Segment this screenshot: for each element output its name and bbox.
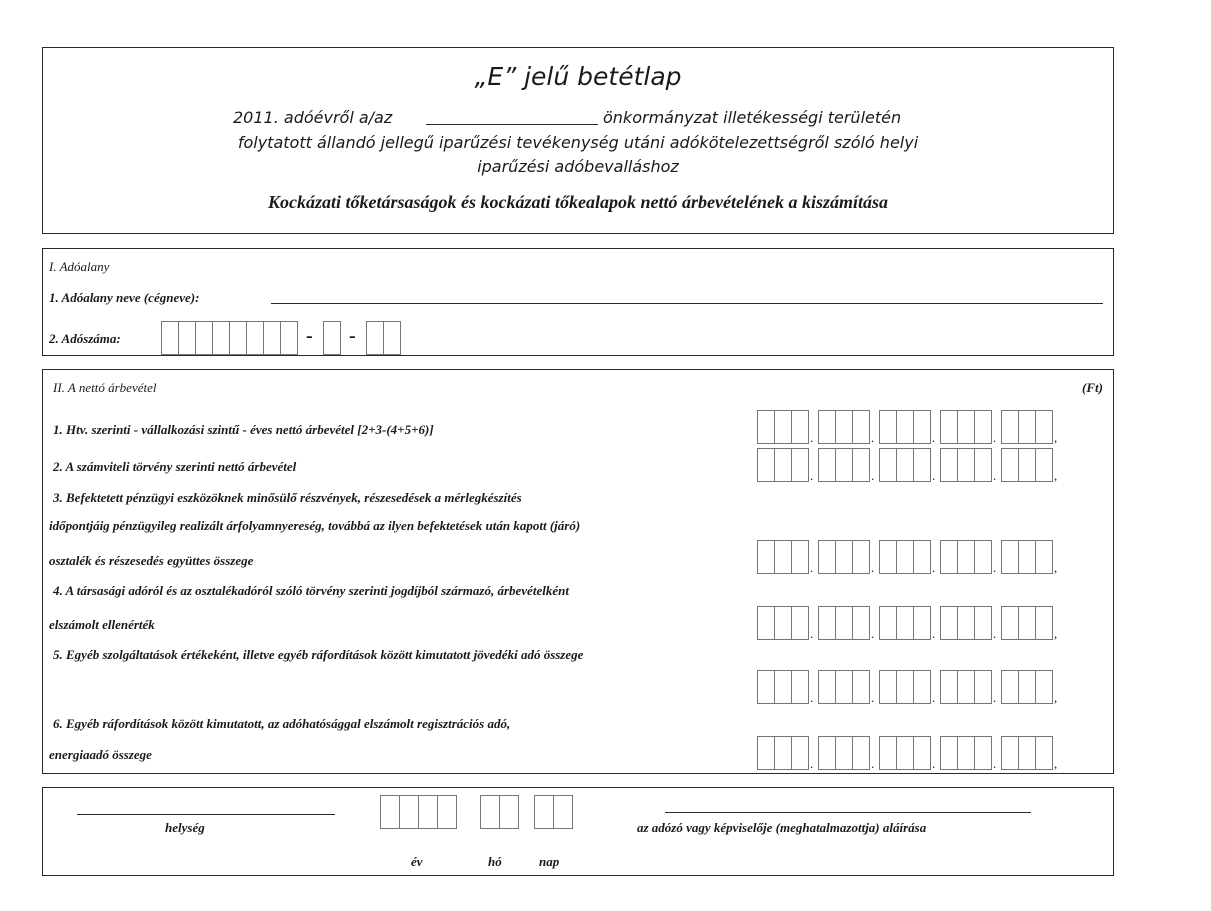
amount-digit-cell[interactable] xyxy=(757,736,775,770)
tax-dash: - xyxy=(306,325,313,347)
amount-digit-cell[interactable] xyxy=(1018,410,1036,444)
signature-box xyxy=(42,787,1114,876)
thousands-separator: . xyxy=(810,690,814,705)
decimal-separator: , xyxy=(1054,690,1058,705)
amount-digit-cell[interactable] xyxy=(913,736,931,770)
thousands-separator: . xyxy=(871,756,875,771)
thousands-separator: . xyxy=(932,560,936,575)
section1-heading: I. Adóalany xyxy=(49,259,110,274)
thousands-separator: . xyxy=(871,690,875,705)
year-digit-cell[interactable] xyxy=(437,795,457,829)
amount-digit-cell[interactable] xyxy=(774,670,792,704)
amount-digit-cell[interactable] xyxy=(818,736,836,770)
amount-digit-cell[interactable] xyxy=(1018,736,1036,770)
decimal-separator: , xyxy=(1054,756,1058,771)
amount-digit-cell[interactable] xyxy=(957,606,975,640)
amount-digit-cell[interactable] xyxy=(1035,410,1053,444)
month-field[interactable] xyxy=(480,795,518,829)
amount-digit-cell[interactable] xyxy=(974,670,992,704)
day-digit-cell[interactable] xyxy=(534,795,554,829)
month-label: hó xyxy=(488,854,502,869)
tax-dash: - xyxy=(349,325,356,347)
amount-digit-cell[interactable] xyxy=(791,540,809,574)
amount-digit-cell[interactable] xyxy=(940,448,958,482)
day-label: nap xyxy=(539,854,560,869)
amount-digit-cell[interactable] xyxy=(1018,606,1036,640)
amount-digit-cell[interactable] xyxy=(835,736,853,770)
amount-digit-cell[interactable] xyxy=(1001,670,1019,704)
amount-digit-cell[interactable] xyxy=(852,410,870,444)
tax-digit-cell[interactable] xyxy=(229,321,247,355)
thousands-separator: . xyxy=(871,626,875,641)
amount-digit-cell[interactable] xyxy=(835,606,853,640)
amount-digit-cell[interactable] xyxy=(913,670,931,704)
year-field[interactable] xyxy=(380,795,456,829)
tax-digit-cell[interactable] xyxy=(212,321,230,355)
amount-digit-cell[interactable] xyxy=(1018,448,1036,482)
amount-digit-cell[interactable] xyxy=(879,448,897,482)
amount-digit-cell[interactable] xyxy=(835,448,853,482)
thousands-separator: . xyxy=(932,430,936,445)
amount-digit-cell[interactable] xyxy=(774,606,792,640)
month-digit-cell[interactable] xyxy=(499,795,519,829)
year-digit-cell[interactable] xyxy=(380,795,400,829)
taxpayer-name-field[interactable] xyxy=(271,303,1103,304)
amount-digit-cell[interactable] xyxy=(1035,448,1053,482)
amount-digit-cell[interactable] xyxy=(818,410,836,444)
tax-digit-cell[interactable] xyxy=(263,321,281,355)
form-subtitle: Kockázati tőketársaságok és kockázati tőkealapok nettó árbevételének a kiszámítása xyxy=(268,192,888,212)
amount-digit-cell[interactable] xyxy=(852,448,870,482)
amount-digit-cell[interactable] xyxy=(818,540,836,574)
tax-digit-cell[interactable] xyxy=(323,321,341,355)
signature-field[interactable] xyxy=(665,812,1031,813)
amount-digit-cell[interactable] xyxy=(1001,736,1019,770)
amount-digit-cell[interactable] xyxy=(791,410,809,444)
thousands-separator: . xyxy=(993,468,997,483)
amount-digit-cell[interactable] xyxy=(940,670,958,704)
decimal-separator: , xyxy=(1054,626,1058,641)
thousands-separator: . xyxy=(993,430,997,445)
amount-digit-cell[interactable] xyxy=(940,410,958,444)
amount-field-row-4[interactable] xyxy=(757,606,1062,640)
amount-digit-cell[interactable] xyxy=(818,448,836,482)
amount-digit-cell[interactable] xyxy=(913,448,931,482)
amount-digit-cell[interactable] xyxy=(757,448,775,482)
row-3-label-line2: időpontjáig pénzügyileg realizált árfolyamnyereség, továbbá az ilyen befektetések után kapott (járó) xyxy=(49,518,581,533)
row-3-label-line1: 3. Befektetett pénzügyi eszközöknek minősülő részvények, részesedések a mérlegkészítés xyxy=(53,490,522,505)
amount-digit-cell[interactable] xyxy=(974,606,992,640)
section-net-revenue xyxy=(42,369,1114,774)
amount-digit-cell[interactable] xyxy=(774,448,792,482)
amount-field-row-2[interactable] xyxy=(757,448,1062,482)
header-box xyxy=(42,47,1114,234)
thousands-separator: . xyxy=(810,756,814,771)
month-digit-cell[interactable] xyxy=(480,795,500,829)
tax-digit-cell[interactable] xyxy=(366,321,384,355)
amount-digit-cell[interactable] xyxy=(957,540,975,574)
row-6-label-line2: energiaadó összege xyxy=(49,747,152,762)
tax-digit-cell[interactable] xyxy=(383,321,401,355)
row-4-label-line2: elszámolt ellenérték xyxy=(49,617,155,632)
amount-field-row-3[interactable] xyxy=(757,540,1062,574)
amount-field-row-1[interactable] xyxy=(757,410,1062,444)
day-field[interactable] xyxy=(534,795,572,829)
amount-digit-cell[interactable] xyxy=(879,410,897,444)
amount-digit-cell[interactable] xyxy=(1018,540,1036,574)
amount-digit-cell[interactable] xyxy=(774,540,792,574)
amount-digit-cell[interactable] xyxy=(957,410,975,444)
year-label: év xyxy=(411,854,423,869)
place-label: helység xyxy=(165,820,205,835)
tax-digit-cell[interactable] xyxy=(280,321,298,355)
decimal-separator: , xyxy=(1054,468,1058,483)
thousands-separator: . xyxy=(932,690,936,705)
row-1-label: 1. Htv. szerinti - vállalkozási szintű - éves nettó árbevétel [2+3-(4+5+6)] xyxy=(53,422,434,437)
amount-digit-cell[interactable] xyxy=(791,670,809,704)
amount-digit-cell[interactable] xyxy=(1035,736,1053,770)
decimal-separator: , xyxy=(1054,430,1058,445)
year-digit-cell[interactable] xyxy=(418,795,438,829)
amount-digit-cell[interactable] xyxy=(913,540,931,574)
form-title: „E” jelű betétlap xyxy=(474,62,682,91)
amount-digit-cell[interactable] xyxy=(1035,606,1053,640)
header-line3: iparűzési adóbevalláshoz xyxy=(477,157,679,176)
amount-digit-cell[interactable] xyxy=(957,448,975,482)
decimal-separator: , xyxy=(1054,560,1058,575)
amount-digit-cell[interactable] xyxy=(879,540,897,574)
amount-digit-cell[interactable] xyxy=(957,670,975,704)
amount-digit-cell[interactable] xyxy=(913,410,931,444)
amount-digit-cell[interactable] xyxy=(835,410,853,444)
amount-digit-cell[interactable] xyxy=(757,410,775,444)
thousands-separator: . xyxy=(810,626,814,641)
amount-digit-cell[interactable] xyxy=(1018,670,1036,704)
amount-digit-cell[interactable] xyxy=(940,606,958,640)
thousands-separator: . xyxy=(993,560,997,575)
thousands-separator: . xyxy=(932,468,936,483)
amount-field-row-6[interactable] xyxy=(757,736,1062,770)
thousands-separator: . xyxy=(932,626,936,641)
place-field[interactable] xyxy=(77,814,335,815)
amount-digit-cell[interactable] xyxy=(774,410,792,444)
currency-unit: (Ft) xyxy=(1082,380,1103,395)
amount-digit-cell[interactable] xyxy=(852,540,870,574)
tax-number-field[interactable] xyxy=(161,321,400,355)
amount-digit-cell[interactable] xyxy=(974,540,992,574)
amount-digit-cell[interactable] xyxy=(896,410,914,444)
thousands-separator: . xyxy=(810,560,814,575)
tax-digit-cell[interactable] xyxy=(178,321,196,355)
header-line1-right: önkormányzat illetékességi területén xyxy=(603,108,902,127)
thousands-separator: . xyxy=(871,430,875,445)
amount-digit-cell[interactable] xyxy=(1035,670,1053,704)
row-6-label-line1: 6. Egyéb ráfordítások között kimutatott, az adóhatósággal elszámolt regisztrációs adó, xyxy=(53,716,511,731)
thousands-separator: . xyxy=(993,690,997,705)
amount-digit-cell[interactable] xyxy=(1001,410,1019,444)
amount-digit-cell[interactable] xyxy=(974,410,992,444)
thousands-separator: . xyxy=(993,756,997,771)
amount-digit-cell[interactable] xyxy=(879,606,897,640)
tax-digit-cell[interactable] xyxy=(161,321,179,355)
amount-digit-cell[interactable] xyxy=(1001,540,1019,574)
year-digit-cell[interactable] xyxy=(399,795,419,829)
day-digit-cell[interactable] xyxy=(553,795,573,829)
header-line2: folytatott állandó jellegű iparűzési tevékenység utáni adókötelezettségről szóló helyi xyxy=(237,133,919,152)
amount-digit-cell[interactable] xyxy=(757,540,775,574)
amount-digit-cell[interactable] xyxy=(791,606,809,640)
taxpayer-name-label: 1. Adóalany neve (cégneve): xyxy=(49,290,200,305)
thousands-separator: . xyxy=(993,626,997,641)
amount-field-row-5[interactable] xyxy=(757,670,1062,704)
amount-digit-cell[interactable] xyxy=(835,670,853,704)
amount-digit-cell[interactable] xyxy=(852,670,870,704)
amount-digit-cell[interactable] xyxy=(896,448,914,482)
amount-digit-cell[interactable] xyxy=(774,736,792,770)
tax-digit-cell[interactable] xyxy=(195,321,213,355)
amount-digit-cell[interactable] xyxy=(974,448,992,482)
amount-digit-cell[interactable] xyxy=(896,670,914,704)
signature-label: az adózó vagy képviselője (meghatalmazottja) aláírása xyxy=(637,820,927,835)
row-4-label-line1: 4. A társasági adóról és az osztalékadóról szóló törvény szerinti jogdíjból származó, árbevételként xyxy=(53,583,569,598)
amount-digit-cell[interactable] xyxy=(852,606,870,640)
amount-digit-cell[interactable] xyxy=(1001,606,1019,640)
section-taxpayer xyxy=(42,248,1114,356)
thousands-separator: . xyxy=(871,468,875,483)
amount-digit-cell[interactable] xyxy=(1001,448,1019,482)
thousands-separator: . xyxy=(871,560,875,575)
amount-digit-cell[interactable] xyxy=(791,736,809,770)
amount-digit-cell[interactable] xyxy=(757,670,775,704)
amount-digit-cell[interactable] xyxy=(1035,540,1053,574)
amount-digit-cell[interactable] xyxy=(835,540,853,574)
amount-digit-cell[interactable] xyxy=(940,736,958,770)
header-line1-left: 2011. adóévről a/az xyxy=(233,108,393,127)
amount-digit-cell[interactable] xyxy=(818,670,836,704)
amount-digit-cell[interactable] xyxy=(818,606,836,640)
amount-digit-cell[interactable] xyxy=(896,540,914,574)
amount-digit-cell[interactable] xyxy=(757,606,775,640)
amount-digit-cell[interactable] xyxy=(957,736,975,770)
amount-digit-cell[interactable] xyxy=(852,736,870,770)
amount-digit-cell[interactable] xyxy=(791,448,809,482)
tax-digit-cell[interactable] xyxy=(246,321,264,355)
amount-digit-cell[interactable] xyxy=(896,736,914,770)
thousands-separator: . xyxy=(810,468,814,483)
section2-heading: II. A nettó árbevétel xyxy=(53,380,157,395)
thousands-separator: . xyxy=(932,756,936,771)
row-5-label: 5. Egyéb szolgáltatások értékeként, illetve egyéb ráfordítások között kimutatott jövedéki adó összege xyxy=(53,647,584,662)
amount-digit-cell[interactable] xyxy=(879,670,897,704)
amount-digit-cell[interactable] xyxy=(896,606,914,640)
row-3-label-line3: osztalék és részesedés együttes összege xyxy=(49,553,254,568)
municipality-blank xyxy=(426,124,598,125)
amount-digit-cell[interactable] xyxy=(913,606,931,640)
tax-number-label: 2. Adószáma: xyxy=(49,331,121,346)
amount-digit-cell[interactable] xyxy=(940,540,958,574)
amount-digit-cell[interactable] xyxy=(974,736,992,770)
amount-digit-cell[interactable] xyxy=(879,736,897,770)
row-2-label: 2. A számviteli törvény szerinti nettó árbevétel xyxy=(53,459,297,474)
thousands-separator: . xyxy=(810,430,814,445)
